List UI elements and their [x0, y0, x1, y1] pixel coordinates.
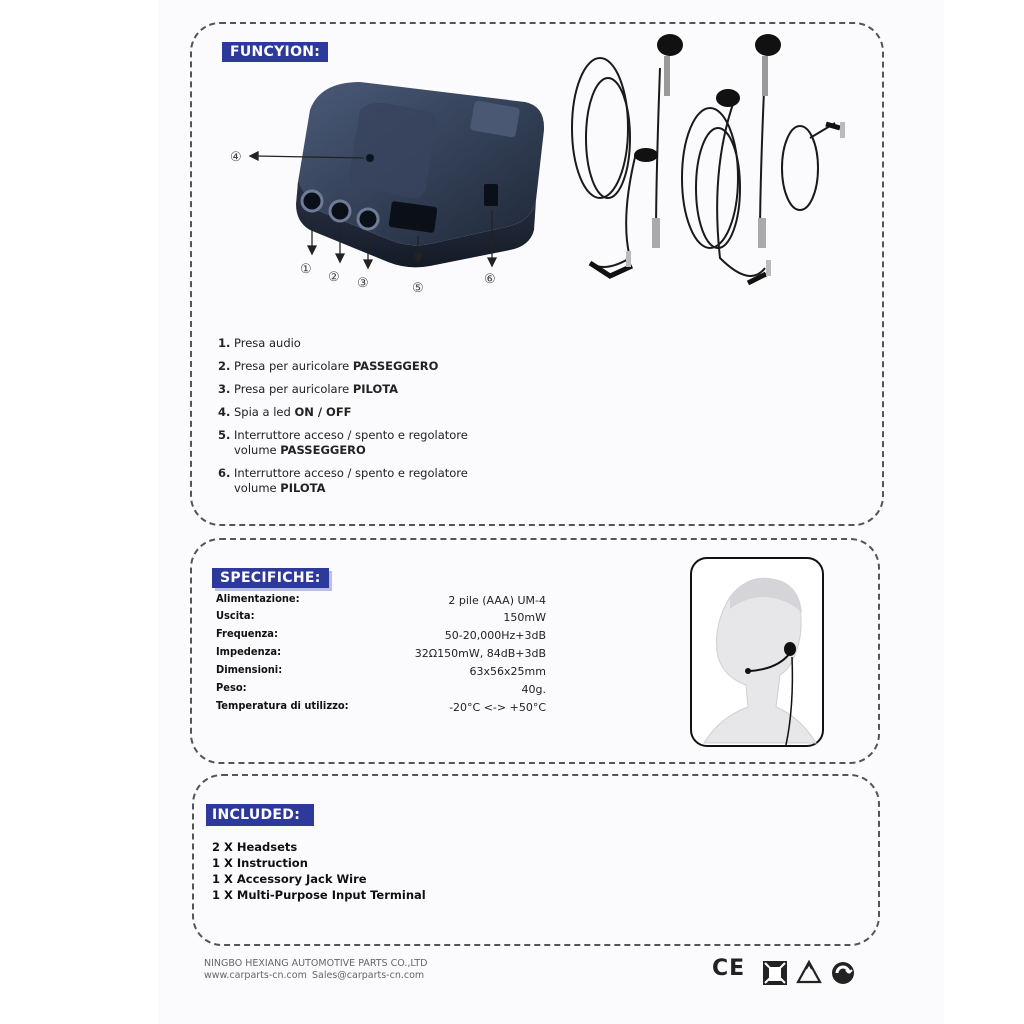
list-item: 1 X Multi-Purpose Input Terminal	[212, 888, 426, 902]
spec-row: Dimensioni: 63x56x25mm	[216, 663, 546, 678]
callout-1: ①	[300, 262, 312, 277]
callout-2: ②	[328, 270, 340, 285]
callout-3: ③	[357, 276, 369, 291]
list-item: 2 X Headsets	[212, 840, 298, 854]
function-list	[218, 336, 518, 504]
spec-row: Alimentazione: 2 pile (AAA) UM-4	[216, 592, 546, 607]
specifications-header: SPECIFICHE:	[212, 568, 329, 588]
spec-row: Peso: 40g.	[216, 681, 546, 696]
recycle-icon	[796, 960, 822, 986]
list-item: 2. Presa per auricolare PASSEGGERO	[218, 359, 439, 373]
callout-4: ④	[230, 150, 242, 165]
spec-row: Impedenza: 32Ω150mW, 84dB+3dB	[216, 645, 546, 660]
list-item: 4. Spia a led ON / OFF	[218, 405, 352, 419]
spec-row: Uscita: 150mW	[216, 609, 546, 624]
email: Sales@carparts-cn.com	[312, 970, 425, 981]
callout-6: ⑥	[484, 272, 496, 287]
spec-row: Frequenza: 50-20,000Hz+3dB	[216, 627, 546, 642]
intercom-device-image	[240, 70, 560, 300]
list-item: 6. Interruttore acceso / spento e regolatore volume PILOTA	[218, 466, 468, 495]
function-header: FUNCYION:	[222, 42, 328, 62]
ce-mark: CE	[712, 956, 746, 981]
mannequin-headset-image	[690, 557, 824, 747]
headset-cables-image	[560, 28, 860, 298]
list-item: 5. Interruttore acceso / spento e regolatore volume PASSEGGERO	[218, 428, 468, 457]
green-dot-icon	[830, 960, 856, 986]
list-item: 3. Presa per auricolare PILOTA	[218, 382, 399, 396]
spec-row: Temperatura di utilizzo: -20°C <-> +50°C	[216, 699, 546, 714]
list-item: 1 X Accessory Jack Wire	[212, 872, 367, 886]
list-item: 1 X Instruction	[212, 856, 308, 870]
company-name: NINGBO HEXIANG AUTOMOTIVE PARTS CO.,LTD	[204, 958, 428, 969]
website: www.carparts-cn.com	[204, 970, 307, 981]
included-header: INCLUDED:	[206, 804, 314, 826]
list-item: 1. Presa audio	[218, 336, 301, 350]
callout-5: ⑤	[412, 281, 424, 296]
weee-bin-icon	[762, 960, 788, 986]
